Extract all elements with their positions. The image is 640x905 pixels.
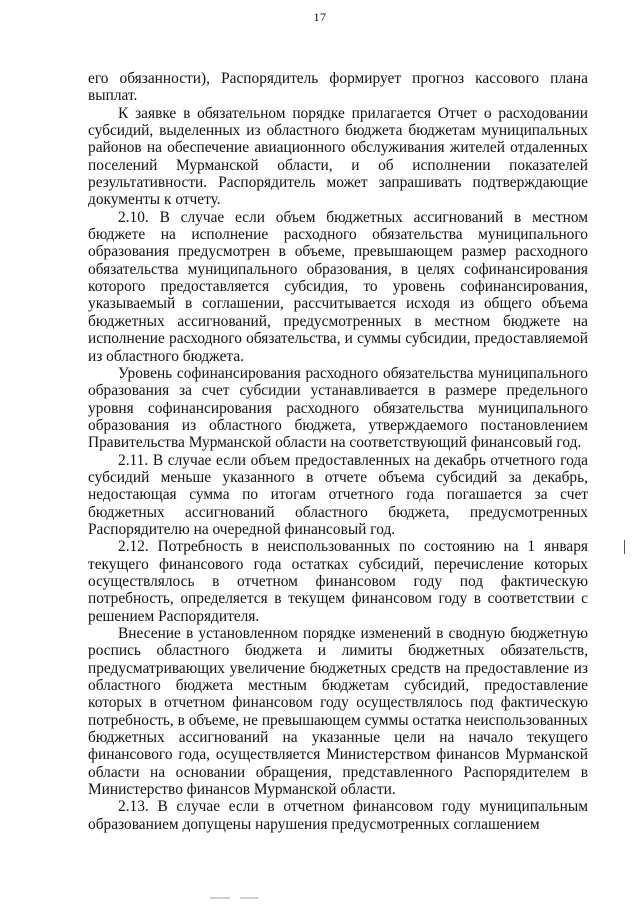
paragraph-2-12: 2.12. Потребность в неиспользованных по состоянию на 1 января текущего финансового года остатках субсидий, перечисление которых осуществлялось в отчетном финансовом году под фактическую потребность, определяется в текущем финансовом году в соответствии с решением Распорядителя. (88, 538, 588, 625)
document-body (88, 70, 588, 833)
paragraph-cofinancing-level: Уровень софинансирования расходного обязательства муниципального образования за счет субсидии устанавливается в размере предельного уровня софинансирования расходного обязательства муниципального образования из областного бюджета, утверждаемого постановлением Правительства Мурманской области на соответствующий финансовый год. (88, 364, 588, 452)
scan-artifact-mark (240, 897, 258, 899)
paragraph-continuation: его обязанности), Распорядитель формирует прогноз кассового плана выплат. (88, 70, 588, 105)
paragraph-2-11: 2.11. В случае если объем предоставленных на декабрь отчетного года субсидий меньше указанного в отчете объема субсидий за декабрь, недостающая сумма по итогам отчетного года погашается за счет бюджетных ассигнований областного бюджета, предусмотренных Распорядителю на очередной финансовый год. (88, 451, 588, 538)
paragraph-2-13: 2.13. В случае если в отчетном финансовом году муниципальным образованием допущены нарушения предусмотренных соглашением (88, 798, 588, 833)
margin-mark (624, 540, 625, 554)
paragraph-budget-amendments: Внесение в установленном порядке изменений в сводную бюджетную роспись областного бюджета и лимиты бюджетных обязательств, предусматривающих увеличение бюджетных средств на предоставление из областного бюджета местным бюджетам субсидий, предоставление которых в отчетном финансовом году осуществлялось под фактическую потребность, в объеме, не превышающем суммы остатка неиспользованных бюджетных ассигнований на указанные цели на начало текущего финансового года, осуществляется Министерством финансов Мурманской области на основании обращения, представленного Распорядителем в Министерство финансов Мурманской области. (88, 625, 588, 799)
paragraph-2-10: 2.10. В случае если объем бюджетных ассигнований в местном бюджете на исполнение расходного обязательства муниципального образования предусмотрен в объеме, превышающем размер расходного обязательства муниципального образования, в целях софинансирования которого предоставляется субсидия, то уровень софинансирования, указываемый в соглашении, рассчитывается исходя из общего объема бюджетных ассигнований, предусмотренных в местном бюджете на исполнение расходного обязательства, и суммы субсидии, предоставляемой из областного бюджета. (88, 208, 588, 365)
scan-artifact-mark (210, 897, 230, 899)
page-number: 17 (313, 10, 327, 24)
paragraph-report-attachment: К заявке в обязательном порядке прилагается Отчет о расходовании субсидий, выделенных из областного бюджета бюджетам муниципальных районов на обеспечение авиационного обслуживания жителей отдаленных поселений Мурманской области, и об исполнении показателей результативности. Распорядитель может запрашивать подтверждающие документы к отчету. (88, 104, 588, 209)
